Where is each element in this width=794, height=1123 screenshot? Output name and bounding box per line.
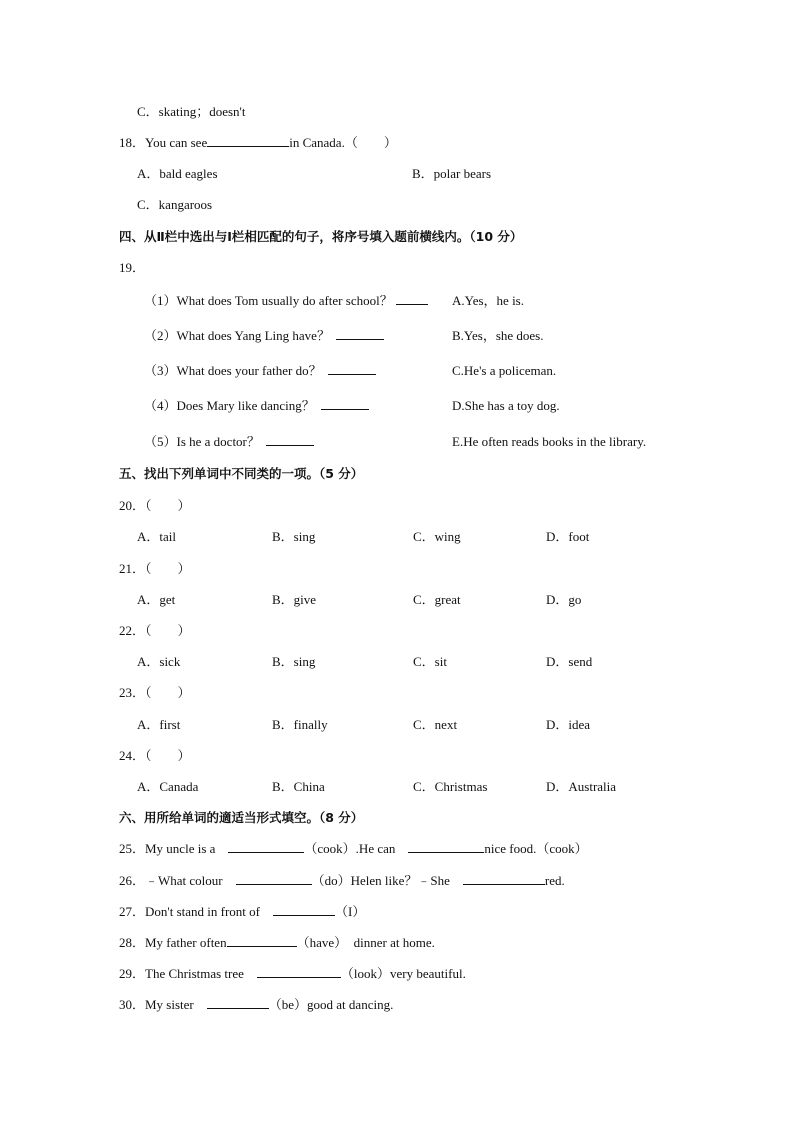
match-blank-2[interactable] bbox=[336, 327, 384, 340]
q20-option-d: D．foot bbox=[546, 529, 590, 544]
q22-option-c: C．sit bbox=[413, 654, 447, 669]
q21-option-c: C．great bbox=[413, 592, 461, 607]
q30 bbox=[119, 996, 393, 1014]
q25-blank-1[interactable] bbox=[228, 840, 304, 853]
q29-blank[interactable] bbox=[257, 965, 341, 978]
q29-part-b: （look）very beautiful. bbox=[340, 966, 466, 981]
q20-option-c: C．wing bbox=[413, 529, 461, 544]
q24-number: 24．（ ） bbox=[119, 748, 191, 763]
q24-option-b: B．China bbox=[272, 779, 325, 794]
match-left-5 bbox=[144, 433, 314, 451]
q24-option-d: D．Australia bbox=[546, 779, 617, 794]
q30-blank[interactable] bbox=[207, 996, 269, 1009]
q27-part-a: 27．Don't stand in front of bbox=[119, 904, 260, 919]
match-left-4-text: （4）Does Mary like dancing？ bbox=[144, 398, 315, 413]
q18-stem-pre: 18．You can see bbox=[119, 135, 208, 150]
q25 bbox=[119, 840, 588, 858]
q20-option-b: B．sing bbox=[272, 529, 316, 544]
q18-option-b: B．polar bears bbox=[412, 166, 492, 181]
match-right-b: B.Yes，she does. bbox=[452, 328, 544, 343]
match-left-4 bbox=[144, 397, 369, 415]
q26 bbox=[119, 872, 565, 890]
q30-part-a: 30．My sister bbox=[119, 997, 194, 1012]
q18-option-a: A．bald eagles bbox=[137, 166, 218, 181]
q26-part-b: （do）Helen like？﹣She bbox=[311, 873, 450, 888]
q23-option-a: A．first bbox=[137, 717, 181, 732]
match-right-c: C.He's a policeman. bbox=[452, 363, 557, 378]
q22-option-b: B．sing bbox=[272, 654, 316, 669]
q27-blank[interactable] bbox=[273, 903, 335, 916]
q28 bbox=[119, 934, 435, 952]
q19-number: 19． bbox=[119, 260, 146, 275]
q20-option-a: A．tail bbox=[137, 529, 176, 544]
section6-heading: 六、用所给单词的適适当形式填空。（8 分） bbox=[119, 810, 364, 825]
q29-part-a: 29．The Christmas tree bbox=[119, 966, 244, 981]
q26-part-a: 26．﹣What colour bbox=[119, 873, 223, 888]
match-blank-4[interactable] bbox=[321, 397, 369, 410]
q18-option-c: C．kangaroos bbox=[137, 197, 213, 212]
q30-part-b: （be）good at dancing. bbox=[268, 997, 394, 1012]
q28-part-b: （have） dinner at home. bbox=[296, 935, 435, 950]
q23-number: 23．（ ） bbox=[119, 685, 191, 700]
section4-heading: 四、从Ⅱ栏中选出与Ⅰ栏相匹配的句子，将序号填入题前横线内。（10 分） bbox=[119, 229, 523, 244]
match-left-3-text: （3）What does your father do？ bbox=[144, 363, 322, 378]
q28-blank[interactable] bbox=[227, 934, 297, 947]
q21-option-d: D．go bbox=[546, 592, 582, 607]
q21-option-a: A．get bbox=[137, 592, 176, 607]
q26-part-c: red. bbox=[544, 873, 565, 888]
q26-blank-1[interactable] bbox=[236, 872, 312, 885]
q17-option-c: C．skating；doesn't bbox=[137, 104, 246, 119]
q26-blank-2[interactable] bbox=[463, 872, 545, 885]
q25-part-b: （cook）.He can bbox=[304, 841, 396, 856]
match-right-e: E.He often reads books in the library. bbox=[452, 434, 647, 449]
match-left-2-text: （2）What does Yang Ling have？ bbox=[144, 328, 330, 343]
q23-option-c: C．next bbox=[413, 717, 458, 732]
q25-part-c: nice food.（cook） bbox=[484, 841, 588, 856]
q29 bbox=[119, 965, 466, 983]
match-right-d: D.She has a toy dog. bbox=[452, 398, 560, 413]
match-blank-5[interactable] bbox=[266, 433, 314, 446]
q22-number: 22．（ ） bbox=[119, 623, 191, 638]
q23-option-d: D．idea bbox=[546, 717, 591, 732]
match-left-1 bbox=[144, 292, 428, 310]
q28-part-a: 28．My father often bbox=[119, 935, 227, 950]
q25-part-a: 25．My uncle is a bbox=[119, 841, 216, 856]
q22-option-d: D．send bbox=[546, 654, 593, 669]
match-blank-3[interactable] bbox=[328, 362, 376, 375]
match-left-2 bbox=[144, 327, 384, 345]
q27 bbox=[119, 903, 365, 921]
q23-option-b: B．finally bbox=[272, 717, 328, 732]
match-left-1-text: （1）What does Tom usually do after school？ bbox=[144, 293, 393, 308]
q21-option-b: B．give bbox=[272, 592, 317, 607]
match-right-a: A.Yes，he is. bbox=[452, 293, 524, 308]
q18-answer-blank[interactable] bbox=[207, 134, 289, 147]
q20-number: 20．（ ） bbox=[119, 498, 191, 513]
q24-option-a: A．Canada bbox=[137, 779, 199, 794]
q18-stem-post: in Canada.（ ） bbox=[289, 135, 397, 150]
match-left-3 bbox=[144, 362, 376, 380]
q27-part-b: （I） bbox=[335, 904, 366, 919]
section5-heading: 五、找出下列单词中不同类的一项。（5 分） bbox=[119, 466, 364, 481]
q22-option-a: A．sick bbox=[137, 654, 181, 669]
q21-number: 21．（ ） bbox=[119, 561, 191, 576]
q24-option-c: C．Christmas bbox=[413, 779, 488, 794]
q18-stem bbox=[119, 134, 397, 152]
match-blank-1[interactable] bbox=[396, 292, 428, 305]
match-left-5-text: （5）Is he a doctor？ bbox=[144, 434, 260, 449]
q25-blank-2[interactable] bbox=[408, 840, 484, 853]
